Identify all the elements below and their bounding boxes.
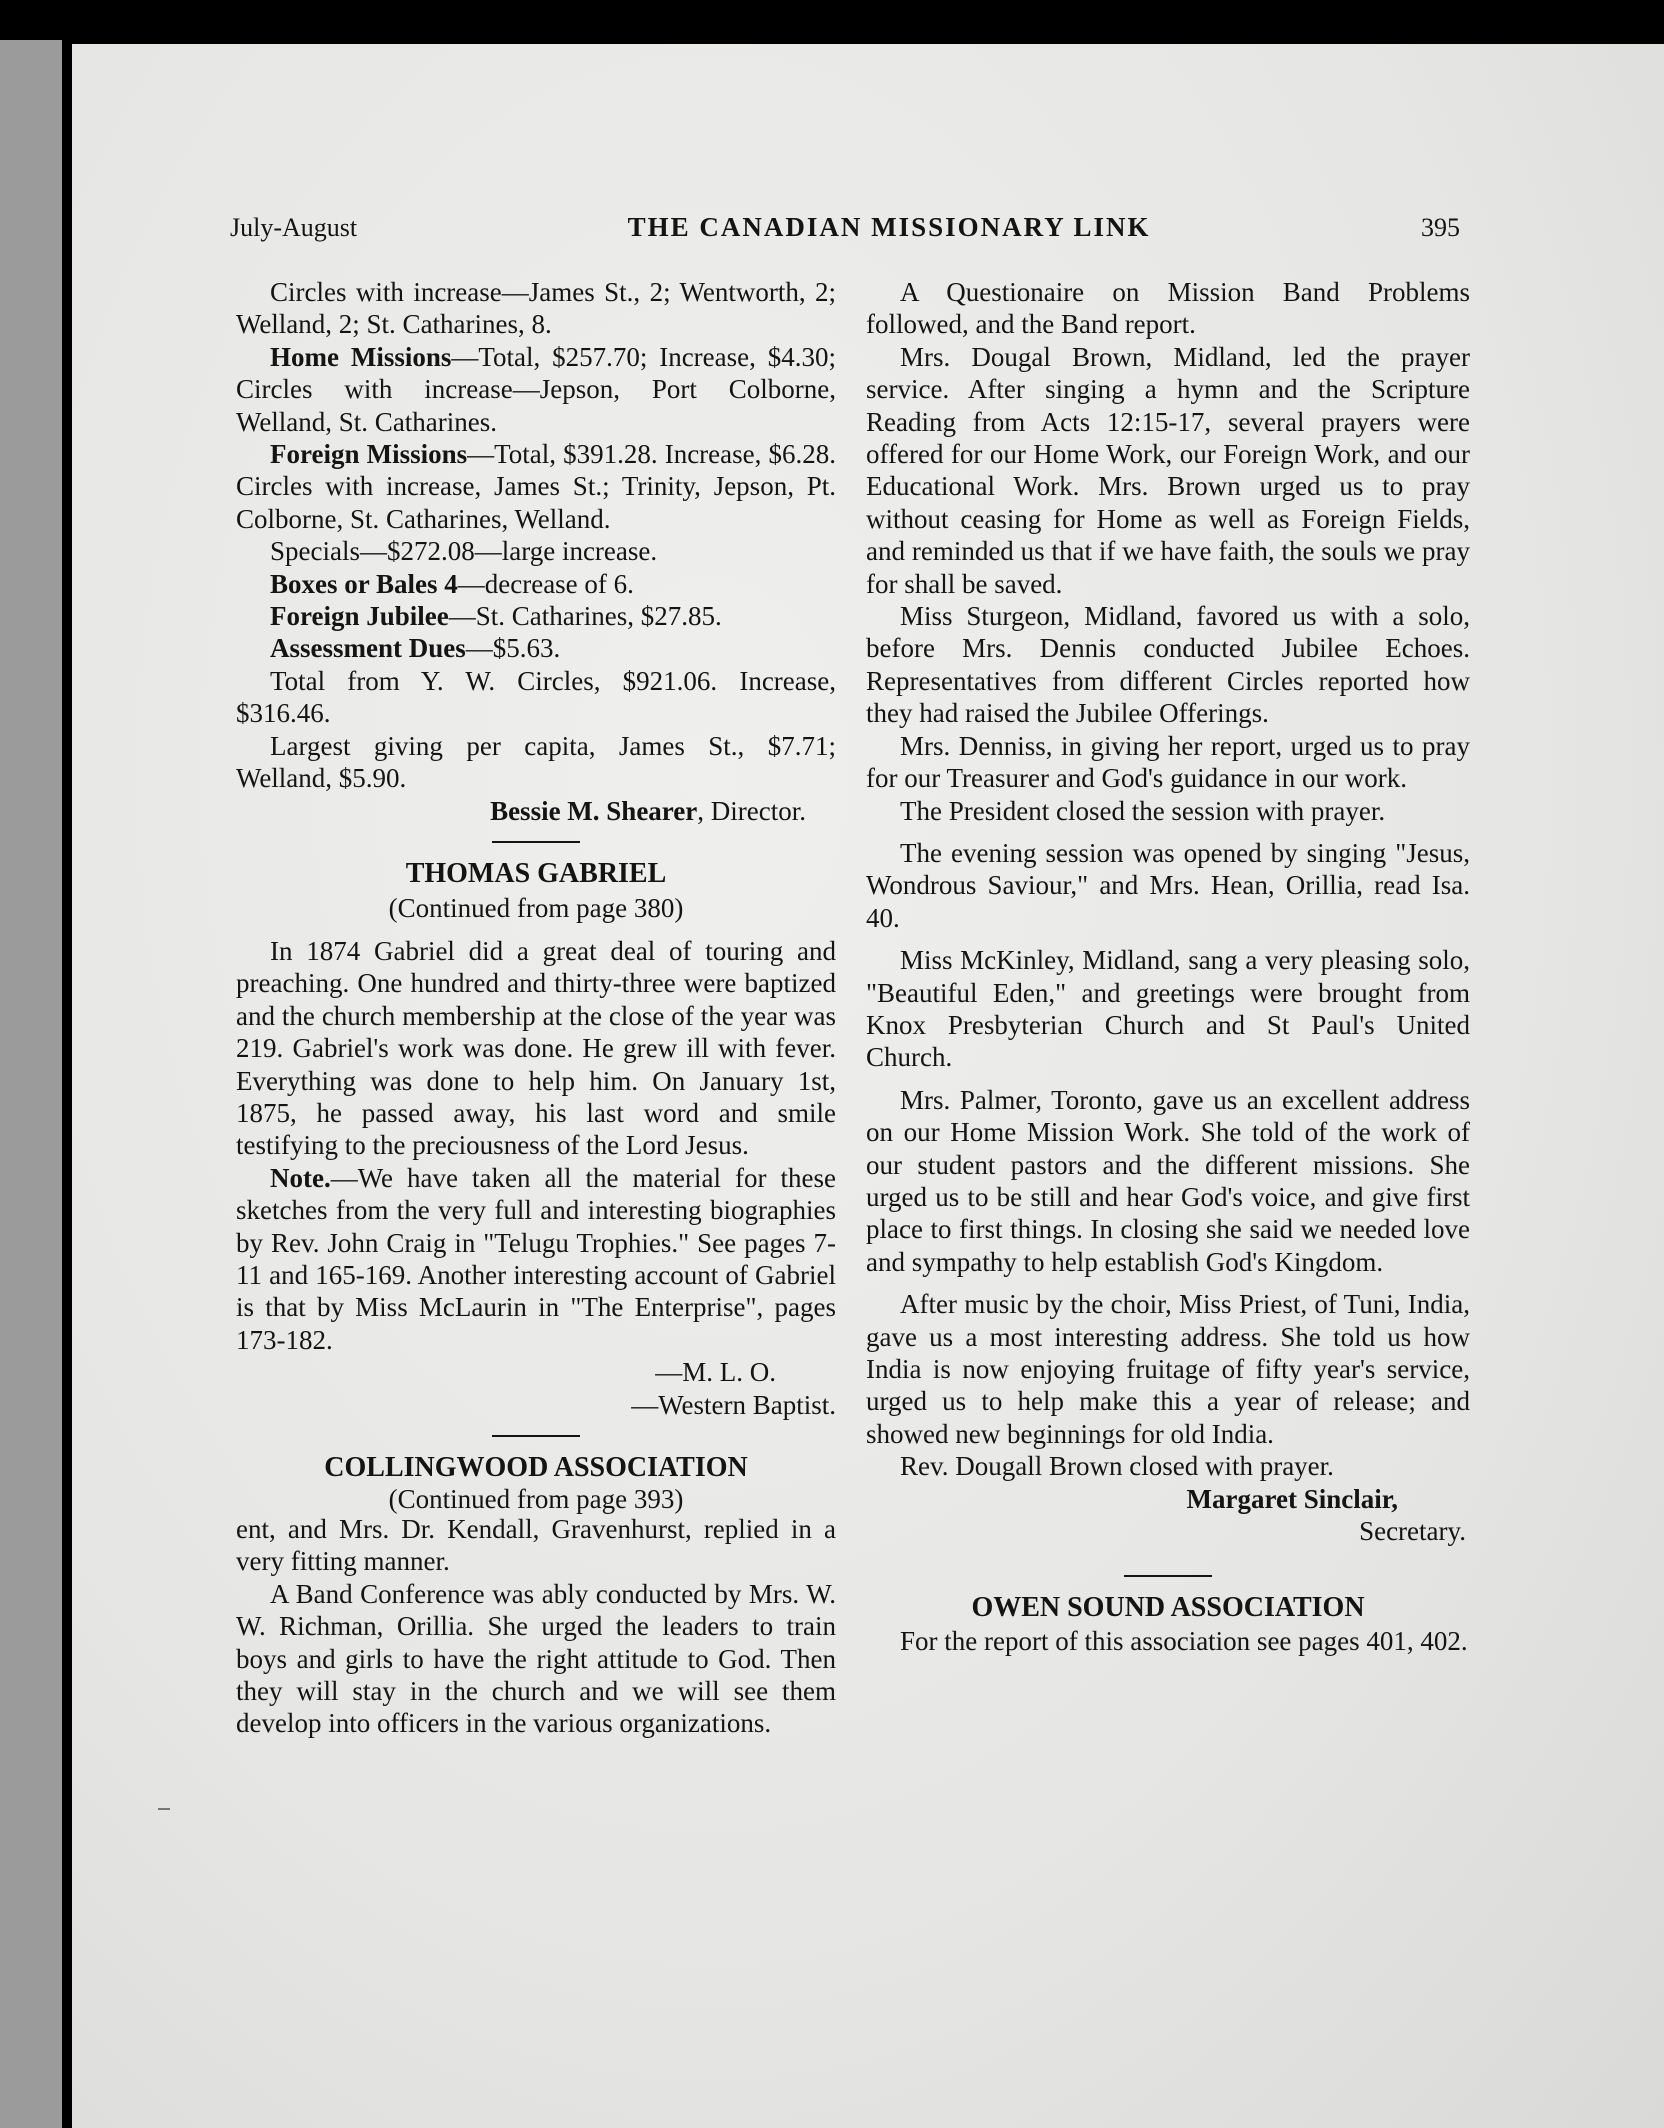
left-column (236, 276, 836, 1740)
running-header (230, 212, 1460, 252)
right-column (866, 276, 1470, 1658)
paragraph: ent, and Mrs. Dr. Kendall, Gravenhurst, replied in a very fitting manner. (236, 1514, 836, 1577)
paragraph: Mrs. Palmer, Toronto, gave us an excellent address on our Home Mission Work. She told of the work of our student pastors and the different missions. She urged us to be still and hear God's voice, and give first place to first things. In closing she said we needed love and sympathy to help establish God's Kingdom. (866, 1084, 1470, 1277)
paragraph-text: —St. Catharines, $27.85. (448, 601, 722, 632)
paragraph-text: —Total, $257.70; Increase, $4.30; Circles with increase—Jepson, Port Colborne, Welland, St. Catharines. (236, 341, 836, 437)
signature-role: Secretary. (1359, 1516, 1466, 1547)
spacer (236, 925, 836, 935)
paragraph (236, 1162, 836, 1356)
section-divider (1124, 1575, 1212, 1577)
spacer (866, 934, 1470, 944)
margin-mark (158, 1808, 170, 1810)
page-number: 395 (1420, 213, 1460, 242)
page-gutter-line (64, 40, 70, 2128)
spacer (866, 1074, 1470, 1084)
run-in-heading: Home Missions (270, 341, 452, 372)
paragraph: The evening session was opened by singing "Jesus, Wondrous Saviour," and Mrs. Hean, Orillia, read Isa. 40. (866, 837, 1470, 933)
attribution: —Western Baptist. (631, 1389, 836, 1420)
signature (236, 795, 836, 827)
paragraph-text: —decrease of 6. (457, 568, 634, 599)
paragraph: Miss McKinley, Midland, sang a very pleasing solo, "Beautiful Eden," and greetings were brought from Knox Presbyterian Church and St Paul's United Church. (866, 945, 1470, 1073)
paragraph (236, 632, 836, 664)
publication-title: THE CANADIAN MISSIONARY LINK (627, 212, 1151, 242)
paragraph: After music by the choir, Miss Priest, of Tuni, India, gave us a most interesting address. She told us how India is now enjoying fruitage of fifty year's service, urged us to help make this a year of release; and showed new beginnings for old India. (866, 1289, 1470, 1449)
attribution: —M. L. O. (655, 1357, 776, 1388)
section-subheading: (Continued from page 380) (388, 892, 684, 923)
section-divider (492, 841, 580, 843)
paragraph: In 1874 Gabriel did a great deal of touring and preaching. One hundred and thirty-three were baptized and the church membership at the close of the year was 219. Gabriel's work was done. He grew ill with fever. Everything was done to help him. On January 1st, 1875, he passed away, his last word and smile testifying to the preciousness of the Lord Jesus. (236, 935, 836, 1161)
paragraph (236, 600, 836, 632)
paragraph (236, 438, 836, 535)
signature-name (866, 1483, 1470, 1515)
paragraph: For the report of this association see pages 401, 402. (900, 1626, 1468, 1657)
issue-date: July-August (230, 213, 358, 242)
paragraph: Circles with increase—James St., 2; Wentworth, 2; Welland, 2; St. Catharines, 8. (236, 277, 836, 340)
paragraph: Total from Y. W. Circles, $921.06. Increase, $316.46. (236, 665, 836, 729)
spacer (866, 1278, 1470, 1288)
paragraph-text: —Total, $391.28. Increase, $6.28. Circles with increase, James St.; Trinity, Jepson, Pt. Colborne, St. Catharines, Welland. (236, 439, 836, 534)
paragraph-text: —We have taken all the material for these sketches from the very full and interesting biographies by Rev. John Craig in "Telugu Trophies." See pages 7-11 and 165-169. Another interesting account of Gabriel is that by Miss McLaurin in "The Enterprise", pages 173-182. (236, 1162, 836, 1355)
section-divider (492, 1435, 580, 1437)
section-heading: COLLINGWOOD ASSOCIATION (324, 1452, 748, 1483)
section-subheading: (Continued from page 393) (388, 1484, 684, 1514)
signature-name: Bessie M. Shearer (490, 795, 698, 826)
paragraph (236, 341, 836, 438)
scan-border-top (0, 0, 1664, 44)
paragraph: Specials—$272.08—large increase. (270, 536, 658, 567)
paragraph: Mrs. Denniss, in giving her report, urged us to pray for our Treasurer and God's guidance in our work. (866, 730, 1470, 794)
paragraph: Largest giving per capita, James St., $7.71; Welland, $5.90. (236, 730, 836, 794)
run-in-heading: Foreign Jubilee (270, 601, 449, 632)
run-in-heading: Note. (270, 1162, 331, 1193)
paragraph: A Band Conference was ably conducted by Mrs. W. W. Richman, Orillia. She urged the leaders to train boys and girls to have the right attitude to God. Then they will stay in the church and we will see them develop into officers in the various organizations. (236, 1578, 836, 1739)
facing-page-edge (0, 40, 62, 2128)
spacer (866, 827, 1470, 837)
section-heading: OWEN SOUND ASSOCIATION (971, 1592, 1365, 1624)
paragraph (236, 568, 836, 600)
run-in-heading: Assessment Dues (270, 633, 466, 664)
signature-role: , Director. (697, 795, 806, 826)
signature-name-text: Margaret Sinclair, (1186, 1483, 1398, 1514)
run-in-heading: Boxes or Bales 4 (270, 568, 458, 599)
paragraph: The President closed the session with prayer. (900, 795, 1386, 826)
paragraph: Miss Sturgeon, Midland, favored us with a solo, before Mrs. Dennis conducted Jubilee Echoes. Representatives from different Circles reported how they had raised the Jubilee Offerings. (866, 601, 1470, 729)
run-in-heading: Foreign Missions (270, 439, 468, 470)
section-heading: THOMAS GABRIEL (405, 857, 667, 889)
paragraph: Rev. Dougall Brown closed with prayer. (900, 1451, 1334, 1482)
paragraph: Mrs. Dougal Brown, Midland, led the prayer service. After singing a hymn and the Scripture Reading from Acts 12:15-17, several prayers were offered for our Home Work, our Foreign Work, and our Educational Work. Mrs. Brown urged us to pray without ceasing for Home as well as Foreign Fields, and reminded us that if we have faith, the souls we pray for shall be saved. (866, 341, 1470, 599)
paragraph-text: —$5.63. (465, 633, 561, 664)
paragraph: A Questionaire on Mission Band Problems followed, and the Band report. (866, 277, 1470, 340)
